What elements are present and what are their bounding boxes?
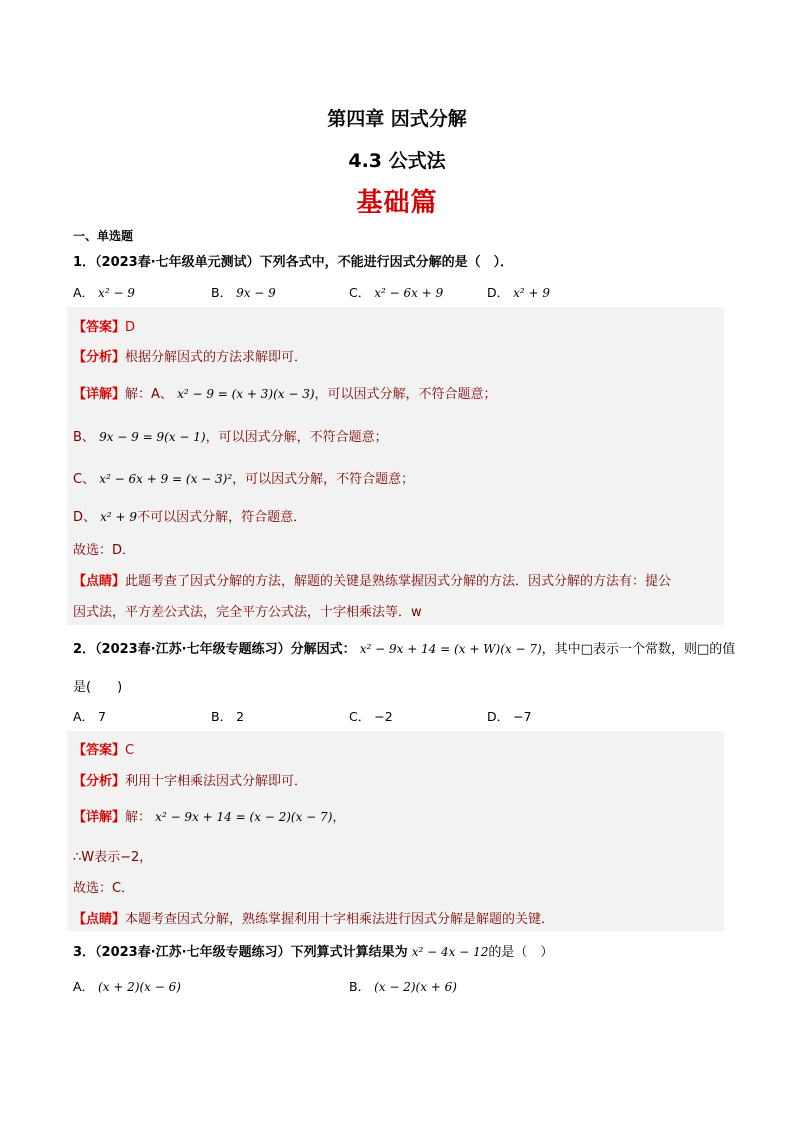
q1-stem-text: 1．（2023春·七年级单元测试）下列各式中，不能进行因式分解的是（ ）． bbox=[73, 255, 514, 270]
q1-detail-line1 bbox=[73, 383, 497, 402]
q1-comment-line1 bbox=[73, 570, 671, 589]
comment-tag: 【点睛】 bbox=[73, 912, 126, 927]
detail-post: ，可以因式分解，不符合题意； bbox=[232, 472, 415, 487]
comment-tag: 【点睛】 bbox=[73, 574, 126, 589]
detail-pre: 解：A、 bbox=[125, 387, 173, 402]
q2-comment bbox=[73, 908, 554, 927]
analysis-text: 利用十字相乘法因式分解即可． bbox=[125, 774, 308, 789]
option-label: A． bbox=[73, 285, 95, 300]
option-label: C． bbox=[349, 709, 371, 724]
q2-answer bbox=[73, 739, 134, 758]
q3-stem-post: 的是（ ） bbox=[488, 945, 554, 960]
analysis-tag: 【分析】 bbox=[73, 350, 126, 365]
detail-expr: x² + 9 bbox=[100, 510, 138, 524]
q3-stem bbox=[73, 941, 553, 960]
answer-value: C bbox=[125, 743, 135, 758]
q1-option-d bbox=[487, 283, 550, 301]
detail-tag: 【详解】 bbox=[73, 387, 126, 402]
q1-analysis bbox=[73, 346, 307, 365]
section-title: 4.3 公式法 bbox=[348, 150, 446, 172]
q1-detail-line4 bbox=[73, 506, 306, 525]
option-label: D． bbox=[487, 285, 510, 300]
q2-choice: 故选：C． bbox=[73, 881, 135, 896]
option-label: B． bbox=[349, 979, 371, 994]
q2-option-c bbox=[349, 707, 393, 725]
q1-detail-line3 bbox=[73, 468, 414, 487]
option-expr: 9x − 9 bbox=[236, 286, 276, 300]
detail-expr: x² − 9x + 14 = (x − 2)(x − 7) bbox=[155, 810, 333, 824]
detail-post: ，可以因式分解，不符合题意； bbox=[205, 430, 388, 445]
analysis-text: 根据分解因式的方法求解即可． bbox=[125, 350, 308, 365]
q2-stem-line2: 是( ) bbox=[73, 680, 123, 695]
part-heading: 一、单选题 bbox=[73, 229, 134, 243]
q3-option-a bbox=[73, 977, 181, 995]
option-expr: (x − 2)(x + 6) bbox=[374, 980, 457, 994]
option-expr: 2 bbox=[236, 709, 245, 724]
detail-expr: 9x − 9 = 9(x − 1) bbox=[99, 430, 206, 444]
q1-comment-line2: 因式法，平方差公式法，完全平方公式法，十字相乘法等．w bbox=[73, 605, 422, 620]
option-expr: −2 bbox=[374, 709, 393, 724]
option-label: B． bbox=[211, 285, 233, 300]
analysis-tag: 【分析】 bbox=[73, 774, 126, 789]
option-label: A． bbox=[73, 709, 95, 724]
comment-text: 此题考查了因式分解的方法，解题的关键是熟练掌握因式分解的方法．因式分解的方法有：提公 bbox=[125, 574, 672, 589]
option-expr: x² − 6x + 9 bbox=[374, 286, 444, 300]
detail-post: 不可以因式分解，符合题意． bbox=[137, 510, 307, 525]
option-label: A． bbox=[73, 979, 95, 994]
q1-choice: 故选：D． bbox=[73, 543, 136, 558]
answer-tag: 【答案】 bbox=[73, 743, 126, 758]
level-title: 基础篇 bbox=[356, 188, 438, 218]
q1-answer bbox=[73, 316, 135, 335]
detail-pre: 解： bbox=[125, 810, 152, 825]
option-expr: (x + 2)(x − 6) bbox=[98, 980, 181, 994]
q2-stem bbox=[73, 638, 735, 657]
q1-option-c bbox=[349, 283, 443, 301]
option-label: B． bbox=[211, 709, 233, 724]
q2-option-b bbox=[211, 707, 244, 725]
q2-stem-expr: x² − 9x + 14 = (x + W)(x − 7) bbox=[359, 642, 542, 656]
answer-value: D bbox=[125, 320, 136, 335]
q2-detail-line2: ∴W表示−2， bbox=[73, 850, 153, 865]
q2-detail-line1 bbox=[73, 806, 345, 825]
q2-option-a bbox=[73, 707, 106, 725]
option-expr: −7 bbox=[513, 709, 532, 724]
q1-detail-line2 bbox=[73, 426, 388, 445]
detail-post: ， bbox=[332, 810, 346, 825]
q1-stem bbox=[73, 251, 513, 270]
q1-option-b bbox=[211, 283, 276, 301]
detail-expr: x² − 6x + 9 = (x − 3)² bbox=[99, 472, 233, 486]
q3-option-b bbox=[349, 977, 457, 995]
chapter-title: 第四章 因式分解 bbox=[327, 108, 467, 130]
q2-option-d bbox=[487, 707, 532, 725]
q2-stem-pre: 2．（2023春·江苏·七年级专题练习）分解因式： bbox=[73, 642, 356, 657]
detail-post: ，可以因式分解，不符合题意； bbox=[314, 387, 497, 402]
comment-text: 本题考查因式分解，熟练掌握利用十字相乘法进行因式分解是解题的关键． bbox=[125, 912, 555, 927]
detail-expr: x² − 9 = (x + 3)(x − 3) bbox=[177, 387, 315, 401]
detail-pre: C、 bbox=[73, 472, 96, 487]
detail-pre: B、 bbox=[73, 430, 95, 445]
detail-pre: D、 bbox=[73, 510, 97, 525]
q2-stem-post: ，其中□表示一个常数，则□的值 bbox=[541, 642, 736, 657]
option-label: D． bbox=[487, 709, 510, 724]
detail-tag: 【详解】 bbox=[73, 810, 126, 825]
q2-solution-box bbox=[67, 731, 724, 931]
q3-stem-pre: 3．（2023春·江苏·七年级专题练习）下列算式计算结果为 bbox=[73, 945, 408, 960]
q1-option-a bbox=[73, 283, 135, 301]
option-expr: x² + 9 bbox=[513, 286, 551, 300]
option-expr: x² − 9 bbox=[98, 286, 135, 300]
answer-tag: 【答案】 bbox=[73, 320, 126, 335]
q2-analysis bbox=[73, 770, 307, 789]
option-label: C． bbox=[349, 285, 371, 300]
q3-stem-expr: x² − 4x − 12 bbox=[411, 945, 489, 959]
option-expr: 7 bbox=[98, 709, 106, 724]
